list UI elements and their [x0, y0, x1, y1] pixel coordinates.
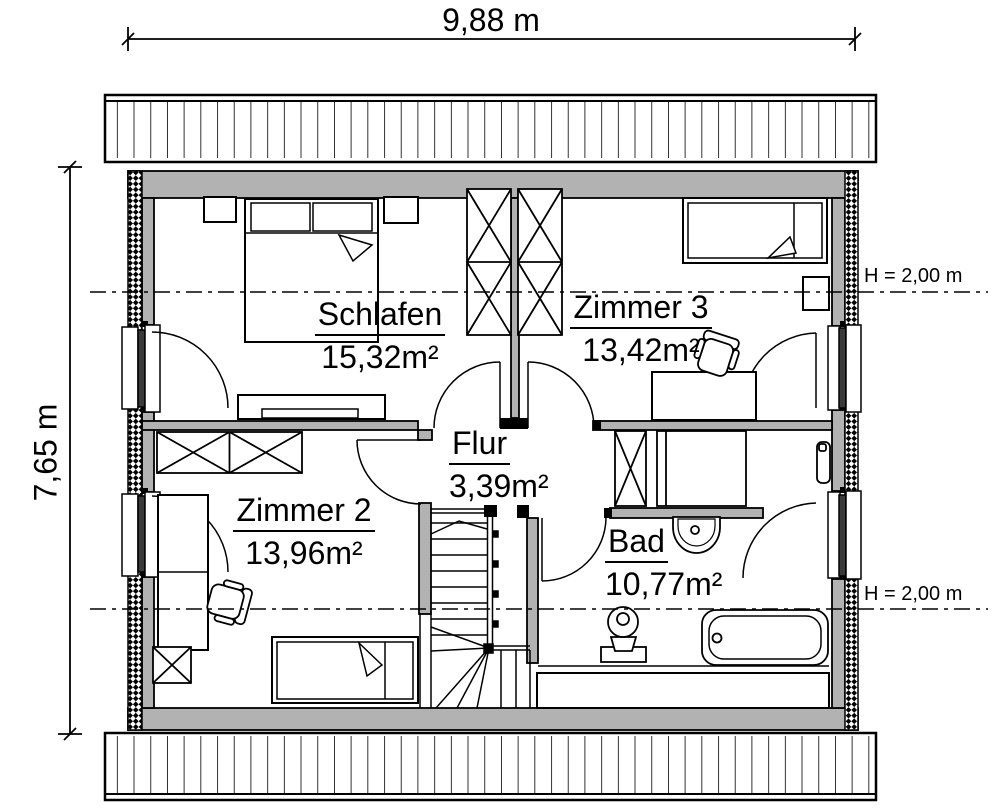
- bed-single-zimmer3: [683, 198, 827, 263]
- room-area: 15,32m²: [321, 339, 439, 375]
- radiator: [817, 442, 830, 483]
- room-name: Schlafen: [315, 296, 446, 336]
- window-left-zimmer2: [122, 492, 160, 577]
- room-label-bad: [605, 523, 785, 602]
- wardrobe-schlafen: [467, 189, 511, 335]
- door-right-zimmer3: [828, 325, 861, 412]
- room-label-zimmer3: [551, 289, 731, 368]
- toilet: [601, 607, 646, 662]
- nightstand: [384, 197, 418, 223]
- room-name: Zimmer 3: [570, 289, 711, 329]
- roof-band-bottom: [105, 733, 876, 800]
- desk-zimmer3: [652, 372, 756, 420]
- door-right-bad: [828, 491, 861, 579]
- room-label-zimmer2: [214, 492, 394, 571]
- chair-zimmer2: [204, 577, 254, 628]
- wardrobe-zimmer2: [157, 432, 302, 473]
- bathtub: [702, 610, 828, 665]
- dimension-height-label: 7,65 m: [27, 403, 64, 502]
- nightstand: [803, 277, 829, 310]
- bed-single-zimmer2: [272, 637, 418, 703]
- room-label-flur: [449, 425, 629, 504]
- knee-wall-strip: [537, 666, 829, 708]
- nightstand: [204, 197, 236, 222]
- room-label-schlafen: [290, 296, 470, 375]
- room-area: 13,96m²: [245, 535, 363, 571]
- dimension-width-label: 9,88 m: [442, 2, 540, 38]
- room-name: Bad: [605, 523, 668, 563]
- room-area: 10,77m²: [605, 566, 723, 602]
- room-area: 13,42m²: [582, 332, 700, 368]
- desk-zimmer2: [158, 495, 208, 650]
- roof-band-top: [105, 95, 876, 162]
- room-name: Flur: [449, 425, 510, 465]
- room-area: 3,39m²: [449, 468, 549, 504]
- height-marker-bottom: H = 2,00 m: [864, 583, 963, 605]
- window-left-schlafen: [122, 325, 160, 412]
- height-marker-top: H = 2,00 m: [864, 265, 963, 287]
- dresser: [238, 395, 385, 419]
- shower: [657, 431, 746, 506]
- shelf-box-zimmer2: [153, 647, 191, 683]
- room-name: Zimmer 2: [233, 492, 374, 532]
